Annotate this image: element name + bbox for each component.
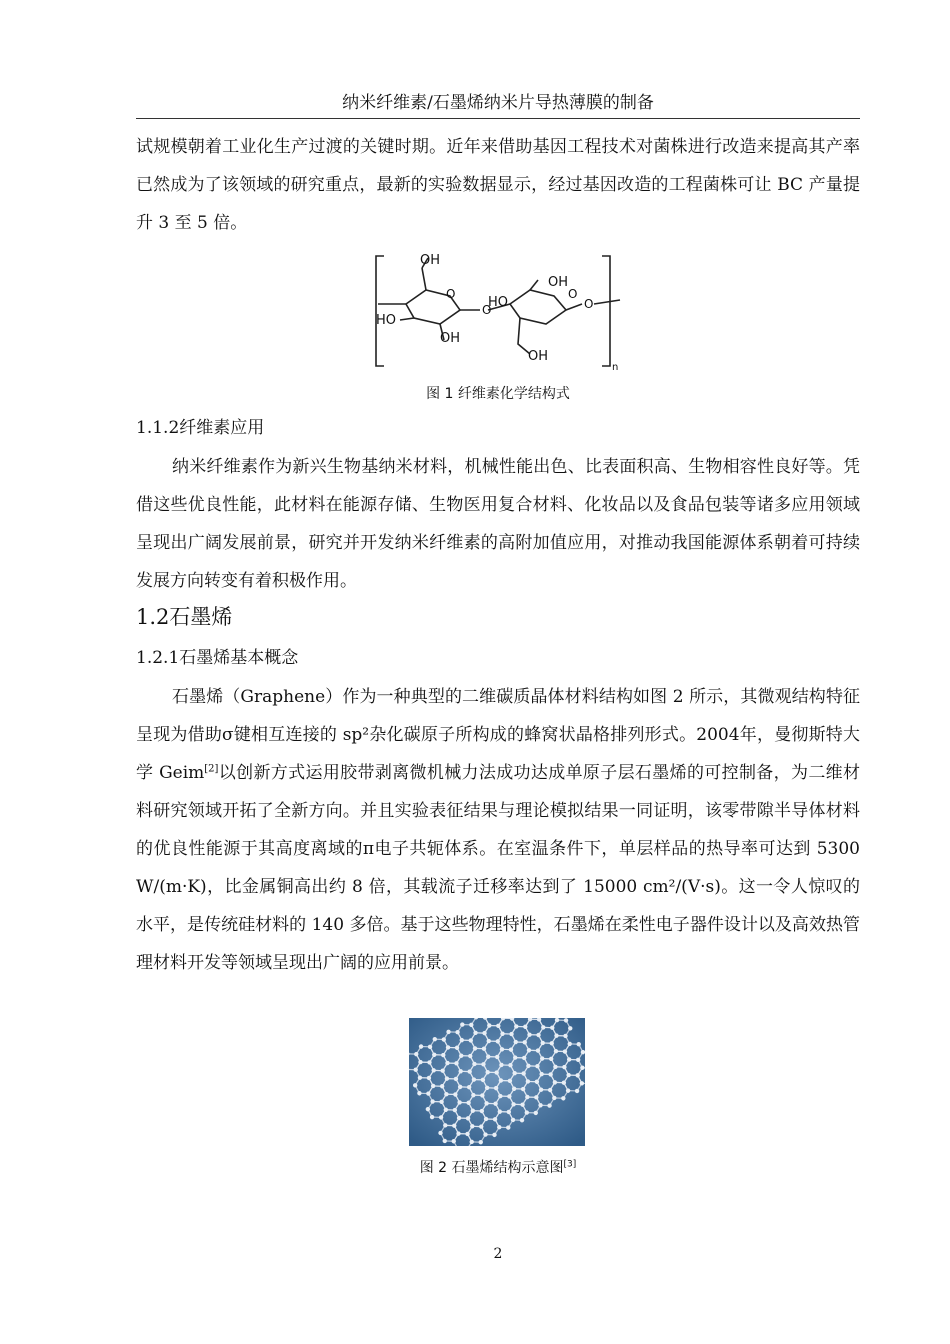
svg-text:O: O bbox=[446, 287, 456, 301]
label-oh-bottom-right: OH bbox=[528, 349, 549, 364]
section-heading-1-2: 1.2石墨烯 bbox=[136, 605, 233, 629]
section-heading-1-1-2: 1.1.2纤维素应用 bbox=[136, 418, 265, 438]
intro-paragraph: 试规模朝着工业化生产过渡的关键时期。近年来借助基因工程技术对菌株进行改造来提高其产率已然成为了该领域的研究重点，最新的实验数据显示，经过基因改造的工程菌株可让 BC 产量提升 3 至 5 倍。 bbox=[136, 137, 860, 233]
figure-2-caption-text: 图 2 石墨烯结构示意图 bbox=[419, 1160, 564, 1176]
page-number: 2 bbox=[493, 1246, 503, 1262]
label-oh-top-right: OH bbox=[548, 275, 569, 290]
label-oh-top-left: OH bbox=[420, 253, 441, 268]
label-n: n bbox=[612, 362, 619, 373]
svg-text:O: O bbox=[584, 297, 594, 311]
label-oh-bottom-mid: OH bbox=[440, 331, 461, 346]
graphene-lattice-figure bbox=[409, 1018, 585, 1146]
citation-3: [3] bbox=[563, 1159, 577, 1170]
figure-2-caption bbox=[136, 1158, 860, 1178]
figure-1-caption: 图 1 纤维素化学结构式 bbox=[426, 386, 570, 402]
graphene-text-b: 以创新方式运用胶带剥离微机械力法成功达成单原子层石墨烯的可控制备，为二维材料研究领域开拓了全新方向。并且实验表征结果与理论模拟结果一同证明，该零带隙半导体材料的优良性能源于其高度离域的π电子共轭体系。在室温条件下，单层样品的热导率可达到 5300 W/(m·K)，比金属铜高出约 8 倍，其载流子迁移率达到了 15000 cm²/(V·s)。这一令人惊叹的水平，是传统硅材料的 140 多倍。基于这些物理特性，石墨烯在柔性电子器件设计以及高效热管理材料开发等领域呈现出广阔的应用前景。 bbox=[136, 763, 860, 973]
section-heading-1-2-1: 1.2.1石墨烯基本概念 bbox=[136, 648, 299, 668]
svg-text:O: O bbox=[482, 303, 492, 317]
graphene-paragraph bbox=[136, 678, 860, 982]
citation-2: [2] bbox=[204, 763, 219, 775]
svg-text:O: O bbox=[568, 287, 578, 301]
graphene-text-a: 石墨烯（Graphene）作为一种典型的二维碳质晶体材料结构如图 2 所示，其微观结构特征呈现为借助σ键相互连接的 sp²杂化碳原子所构成的蜂窝状晶格排列形式。2004年，曼彻斯特大学 Geim bbox=[136, 687, 860, 783]
label-ho-mid: HO bbox=[488, 295, 509, 310]
running-header: 纳米纤维素/石墨烯纳米片导热薄膜的制备 bbox=[136, 88, 860, 119]
applications-paragraph: 纳米纤维素作为新兴生物基纳米材料，机械性能出色、比表面积高、生物相容性良好等。凭借这些优良性能，此材料在能源存储、生物医用复合材料、化妆品以及食品包装等诸多应用领域呈现出广阔发展前景，研究并开发纳米纤维素的高附加值应用，对推动我国能源体系朝着可持续发展方向转变有着积极作用。 bbox=[136, 457, 860, 591]
cellulose-structure-figure bbox=[370, 248, 630, 376]
label-ho-left: HO bbox=[376, 313, 397, 328]
